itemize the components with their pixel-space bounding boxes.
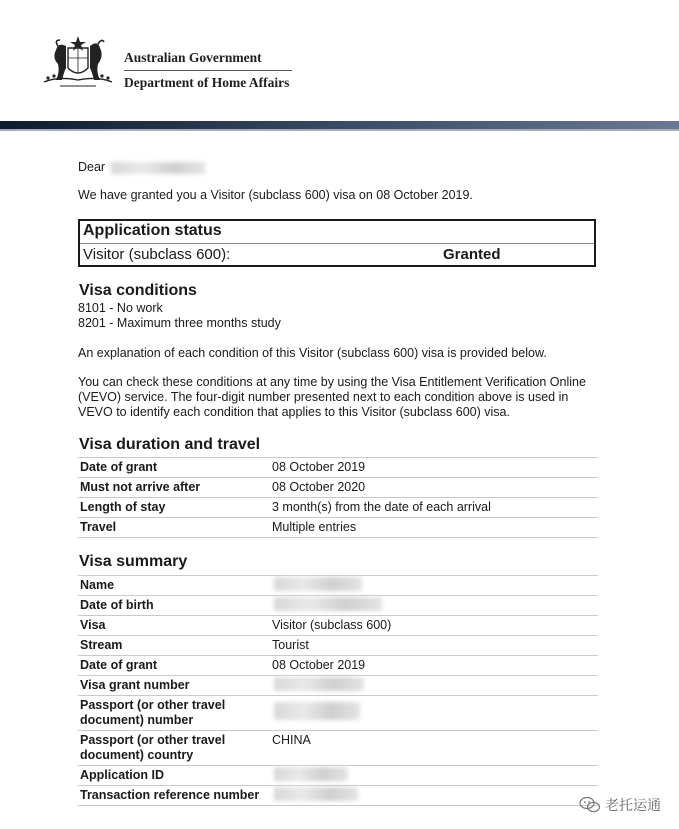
row-label: Date of grant: [80, 460, 158, 474]
redacted-name: [111, 162, 205, 174]
application-status-box: [78, 219, 596, 267]
watermark: [579, 795, 661, 815]
coat-of-arms-icon: [38, 34, 118, 90]
status-visa-label: Visitor (subclass 600):: [83, 246, 231, 263]
table-row: [78, 695, 598, 730]
table-row: [78, 497, 598, 517]
row-value: 08 October 2020: [272, 480, 366, 494]
visa-summary-title: Visa summary: [79, 553, 188, 570]
row-label: Stream: [80, 638, 123, 652]
row-value: Visitor (subclass 600): [272, 618, 392, 632]
header-bar: [0, 121, 679, 129]
row-label: Passport (or other travel document) number: [80, 698, 226, 727]
redacted-value: [274, 787, 358, 801]
status-divider: [80, 243, 594, 244]
header-divider: [124, 70, 292, 71]
row-value: 08 October 2019: [272, 460, 366, 474]
table-row: [78, 517, 598, 538]
visa-duration-table: [78, 457, 598, 538]
redacted-value: [274, 702, 360, 720]
row-value: CHINA: [272, 733, 311, 747]
table-row: [78, 730, 598, 765]
table-row: [78, 635, 598, 655]
department-name: Department of Home Affairs: [124, 75, 290, 90]
row-label: Must not arrive after: [80, 480, 201, 494]
table-row: [78, 457, 598, 477]
grant-statement: We have granted you a Visitor (subclass 600) visa on 08 October 2019.: [78, 188, 473, 202]
letterhead: [0, 0, 679, 120]
redacted-value: [274, 597, 382, 611]
row-value: 3 month(s) from the date of each arrival: [272, 500, 491, 514]
row-label: Transaction reference number: [80, 788, 260, 802]
conditions-explanation: An explanation of each condition of this Visitor (subclass 600) visa is provided below.: [78, 346, 547, 360]
watermark-text: 老托运通: [605, 797, 661, 813]
vevo-paragraph-line: You can check these conditions at any time by using the Visa Entitlement Verification Online: [78, 375, 586, 389]
table-row: [78, 655, 598, 675]
visa-conditions-title: Visa conditions: [79, 282, 197, 299]
status-value: Granted: [443, 246, 501, 263]
vevo-paragraph-line: VEVO to identify each condition that applies to this Visitor (subclass 600) visa.: [78, 405, 510, 419]
condition-item: 8101 - No work: [78, 301, 163, 315]
table-row: [78, 615, 598, 635]
table-row: [78, 765, 598, 785]
table-row: [78, 477, 598, 497]
table-row: [78, 785, 598, 806]
row-label: Visa: [80, 618, 106, 632]
redacted-value: [274, 577, 362, 591]
visa-duration-title: Visa duration and travel: [79, 436, 261, 453]
row-label: Visa grant number: [80, 678, 190, 692]
row-value: 08 October 2019: [272, 658, 366, 672]
row-label: Date of grant: [80, 658, 158, 672]
row-label: Travel: [80, 520, 117, 534]
vevo-paragraph-line: (VEVO) service. The four-digit number presented next to each condition above is used in: [78, 390, 569, 404]
salutation: Dear: [78, 160, 205, 174]
application-status-title: Application status: [83, 222, 222, 239]
row-label: Name: [80, 578, 115, 592]
row-label: Application ID: [80, 768, 165, 782]
header-bar-shadow: [0, 129, 679, 131]
visa-summary-table: [78, 575, 598, 806]
redacted-value: [274, 677, 364, 691]
row-label: Passport (or other travel document) country: [80, 733, 226, 762]
row-value: Tourist: [272, 638, 309, 652]
row-label: Length of stay: [80, 500, 166, 514]
condition-item: 8201 - Maximum three months study: [78, 316, 281, 330]
row-value: Multiple entries: [272, 520, 357, 534]
wechat-icon: [579, 796, 601, 814]
redacted-value: [274, 767, 348, 781]
table-row: [78, 595, 598, 615]
row-label: Date of birth: [80, 598, 154, 612]
table-row: [78, 675, 598, 695]
table-row: [78, 575, 598, 595]
government-name: Australian Government: [124, 50, 262, 65]
